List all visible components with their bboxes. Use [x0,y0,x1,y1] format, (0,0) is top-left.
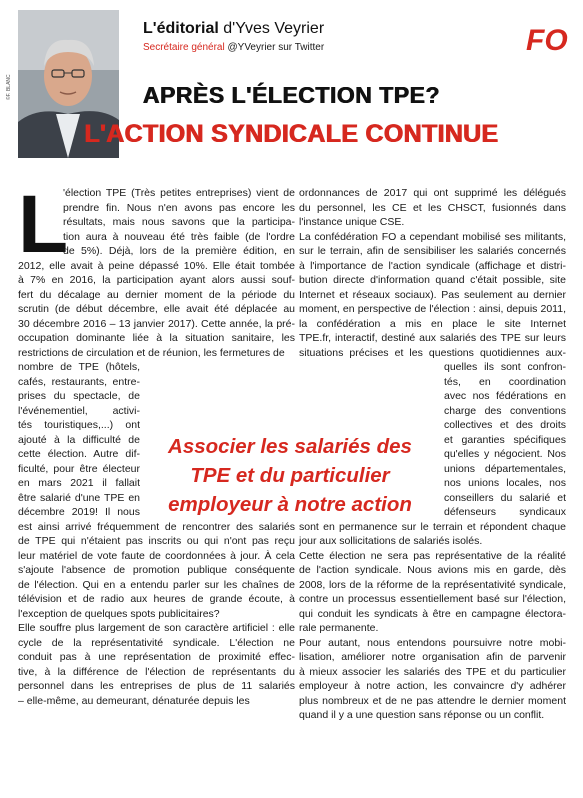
text-line: ordonnances de 2017 qui ont supprimé les délégués [299,187,566,199]
text-line: à mieux associer les salariés des TPE et du particulier [299,665,566,678]
text-line: qui conduit les syndicats à être en campagne électora- [299,607,566,620]
text-line: à 7% en 2016, la participation ayant alors aussi souf- [18,274,295,286]
text-line: collectives et des droits [444,419,566,431]
text-line: prendre fin. Nous n'en avons pas encore les [63,201,295,214]
text-line: plus nombreux et de ne pas attendre le dernier moment [299,694,566,707]
pull-quote [120,432,460,519]
text-line: Elle souffre plus largement de son caractère artificiel : elle [18,622,295,634]
byline [143,20,324,38]
text-line: ficulté, pour être électeur [18,462,140,475]
text-line: de l'élection. Qui en a entendu parler sur les chaînes de [18,578,295,591]
photo-credit: ©F. BLANC [6,74,12,100]
text-line: quelles ils sont confron- [444,361,566,373]
text-line: s'ajoute l'absence de promotion publique conséquente [18,564,295,576]
text-line: fert du décalage au dernier moment de la période du [18,288,295,301]
text-line: l'événementiel, activi- [18,404,140,417]
text-line: employeur à notre action, les convaincre d'y adhérer [299,680,566,692]
text-line: situations précises et les questions quotidiennes aux- [299,346,566,359]
role-title: Secrétaire général [143,42,225,53]
text-line: occupation dominante liée à la situation sanitaire, les [18,332,295,344]
text-line: 2012, elle avait à peine dépassé 10%. Elle était tombée [18,259,295,272]
text-line: moment, en perspective de l'élection : ainsi, depuis 2011, [299,303,566,315]
text-line: cycle de la représentativité syndicale. L'élection ne [18,636,295,649]
pull-quote-line: TPE et du particulier [190,464,390,487]
text-line: la confédération a mis en place le site Internet [299,317,566,330]
drop-cap: L [18,179,69,270]
text-line: qu'elles y négocient. Nos [444,448,566,460]
text-line: à l'importance de l'action syndicale (affichage et distri- [299,259,566,272]
text-line: nombre de TPE (hôtels, [18,361,140,373]
text-line: scrutin (de début décembre, elle avait été déplacée au [18,303,295,315]
text-line: lisation, améliorer notre organisation afin de parvenir [299,651,566,663]
text-line: décembre 2019! Il nous [18,506,140,518]
text-line: nos unions locales, nos [444,477,566,489]
text-line: cafés, restaurants, entre- [18,375,140,388]
text-line: cette élection. Autre dif- [18,448,140,460]
text-line: unions départementales, [444,462,566,475]
text-line: TPE.fr, interactif, destiné aux salariés des TPE sur leurs [299,332,566,344]
text-line: 2008, lors de la réforme de la représentativité syndicale, [299,578,566,591]
text-line: personnel dans les entreprises de plus de 11 salariés [18,680,295,692]
fo-logo [524,20,568,56]
headline-line1: APRÈS L'ÉLECTION TPE? [142,82,441,108]
text-line: avec nos fédérations en [444,390,566,402]
text-line: tion aura à nouveau été très faible (de l'ordre [63,230,295,243]
byline-label: L'éditorial [143,20,219,37]
text-line: prises du spectacle, de [18,390,140,402]
text-line: Pour autant, nous entendons poursuivre notre mobi- [299,636,566,649]
text-line: l'exception de quelques spots publicitaires? [18,607,220,620]
text-line: 'élection TPE (Très petites entreprises) vient de [63,187,295,199]
text-line: contre un processus essentiellement basé sur l'élection, [299,593,566,605]
text-line: charge des conventions [444,404,566,417]
text-line: conseillers du salarié et [444,491,566,504]
text-line: Internet et réseaux sociaux). Pas seulement au dernier [299,288,566,301]
text-line: de l'action syndicale. Nous avions mis en garde, dès [299,564,566,576]
byline-author: d'Yves Veyrier [218,20,325,37]
text-line: conduit pas à une représentation de proximité effec- [18,651,295,663]
headline-line2: L'ACTION SYNDICALE CONTINUE [84,120,499,148]
text-line: La confédération FO a cependant mobilisé ses militants, [299,230,566,243]
text-line: tés touristiques,...) ont [18,419,140,431]
text-line: sont en permanence sur le terrain et répondent chaque [299,520,566,533]
text-line: l'instance unique CSE. [299,216,405,228]
text-line: de TPE qui n'étaient pas inscrits ou qui n'ont pas reçu [18,535,295,547]
author-role [143,42,324,53]
text-line: – elle-même, au demeurant, dénaturée depuis les [18,694,250,707]
text-line: en mars 2021 il fallait [18,477,140,489]
twitter-handle: @YVeyrier sur Twitter [224,42,325,53]
text-line: jour aux sollicitations de salariés isolés. [299,535,483,547]
text-line: et garanties spécifiques [444,433,566,446]
text-line: être salarié d'une TPE en [18,491,140,504]
text-line: ajouté à la difficulté de [18,433,140,446]
text-line: rale permanente. [299,622,379,634]
text-line: leur matériel de vote faute de coordonnées à jour. À cela [18,549,295,562]
text-line: 30 décembre 2016 – 13 janvier 2017). Cette année, la pré- [18,317,295,330]
text-line: télévision et de radio aux heures de grande écoute, à [18,593,295,605]
logo-text: FO [526,24,568,56]
pull-quote-line: Associer les salariés des [168,435,412,458]
text-line: défenseurs syndicaux [444,506,566,518]
text-line: résultats, mais nous savons que la participa- [63,216,295,228]
text-line: de 5%). Déjà, lors de la première édition, en [63,245,295,257]
text-line: tive, à la différence de l'élection de représentants du [18,665,295,678]
pull-quote-line: employeur à notre action [168,493,412,516]
text-line: est ainsi arrivé fréquemment de rencontrer des salariés [18,520,295,533]
text-line: du personnel, les CE et les CHSCT, fusionnés dans [299,201,566,214]
text-line: tés, en coordination [444,375,566,388]
text-line: quand il y a une question sans réponse ou un conflit. [299,709,545,721]
text-line: bution directe d'information quand c'était possible, site [299,274,566,286]
text-line: Cette élection ne sera pas représentative de la réalité [299,549,566,562]
text-line: sur le terrain, afin de sensibiliser les salariés concernés [299,245,566,257]
text-line: restrictions de circulation et de réunion, les fermetures de [18,346,285,359]
